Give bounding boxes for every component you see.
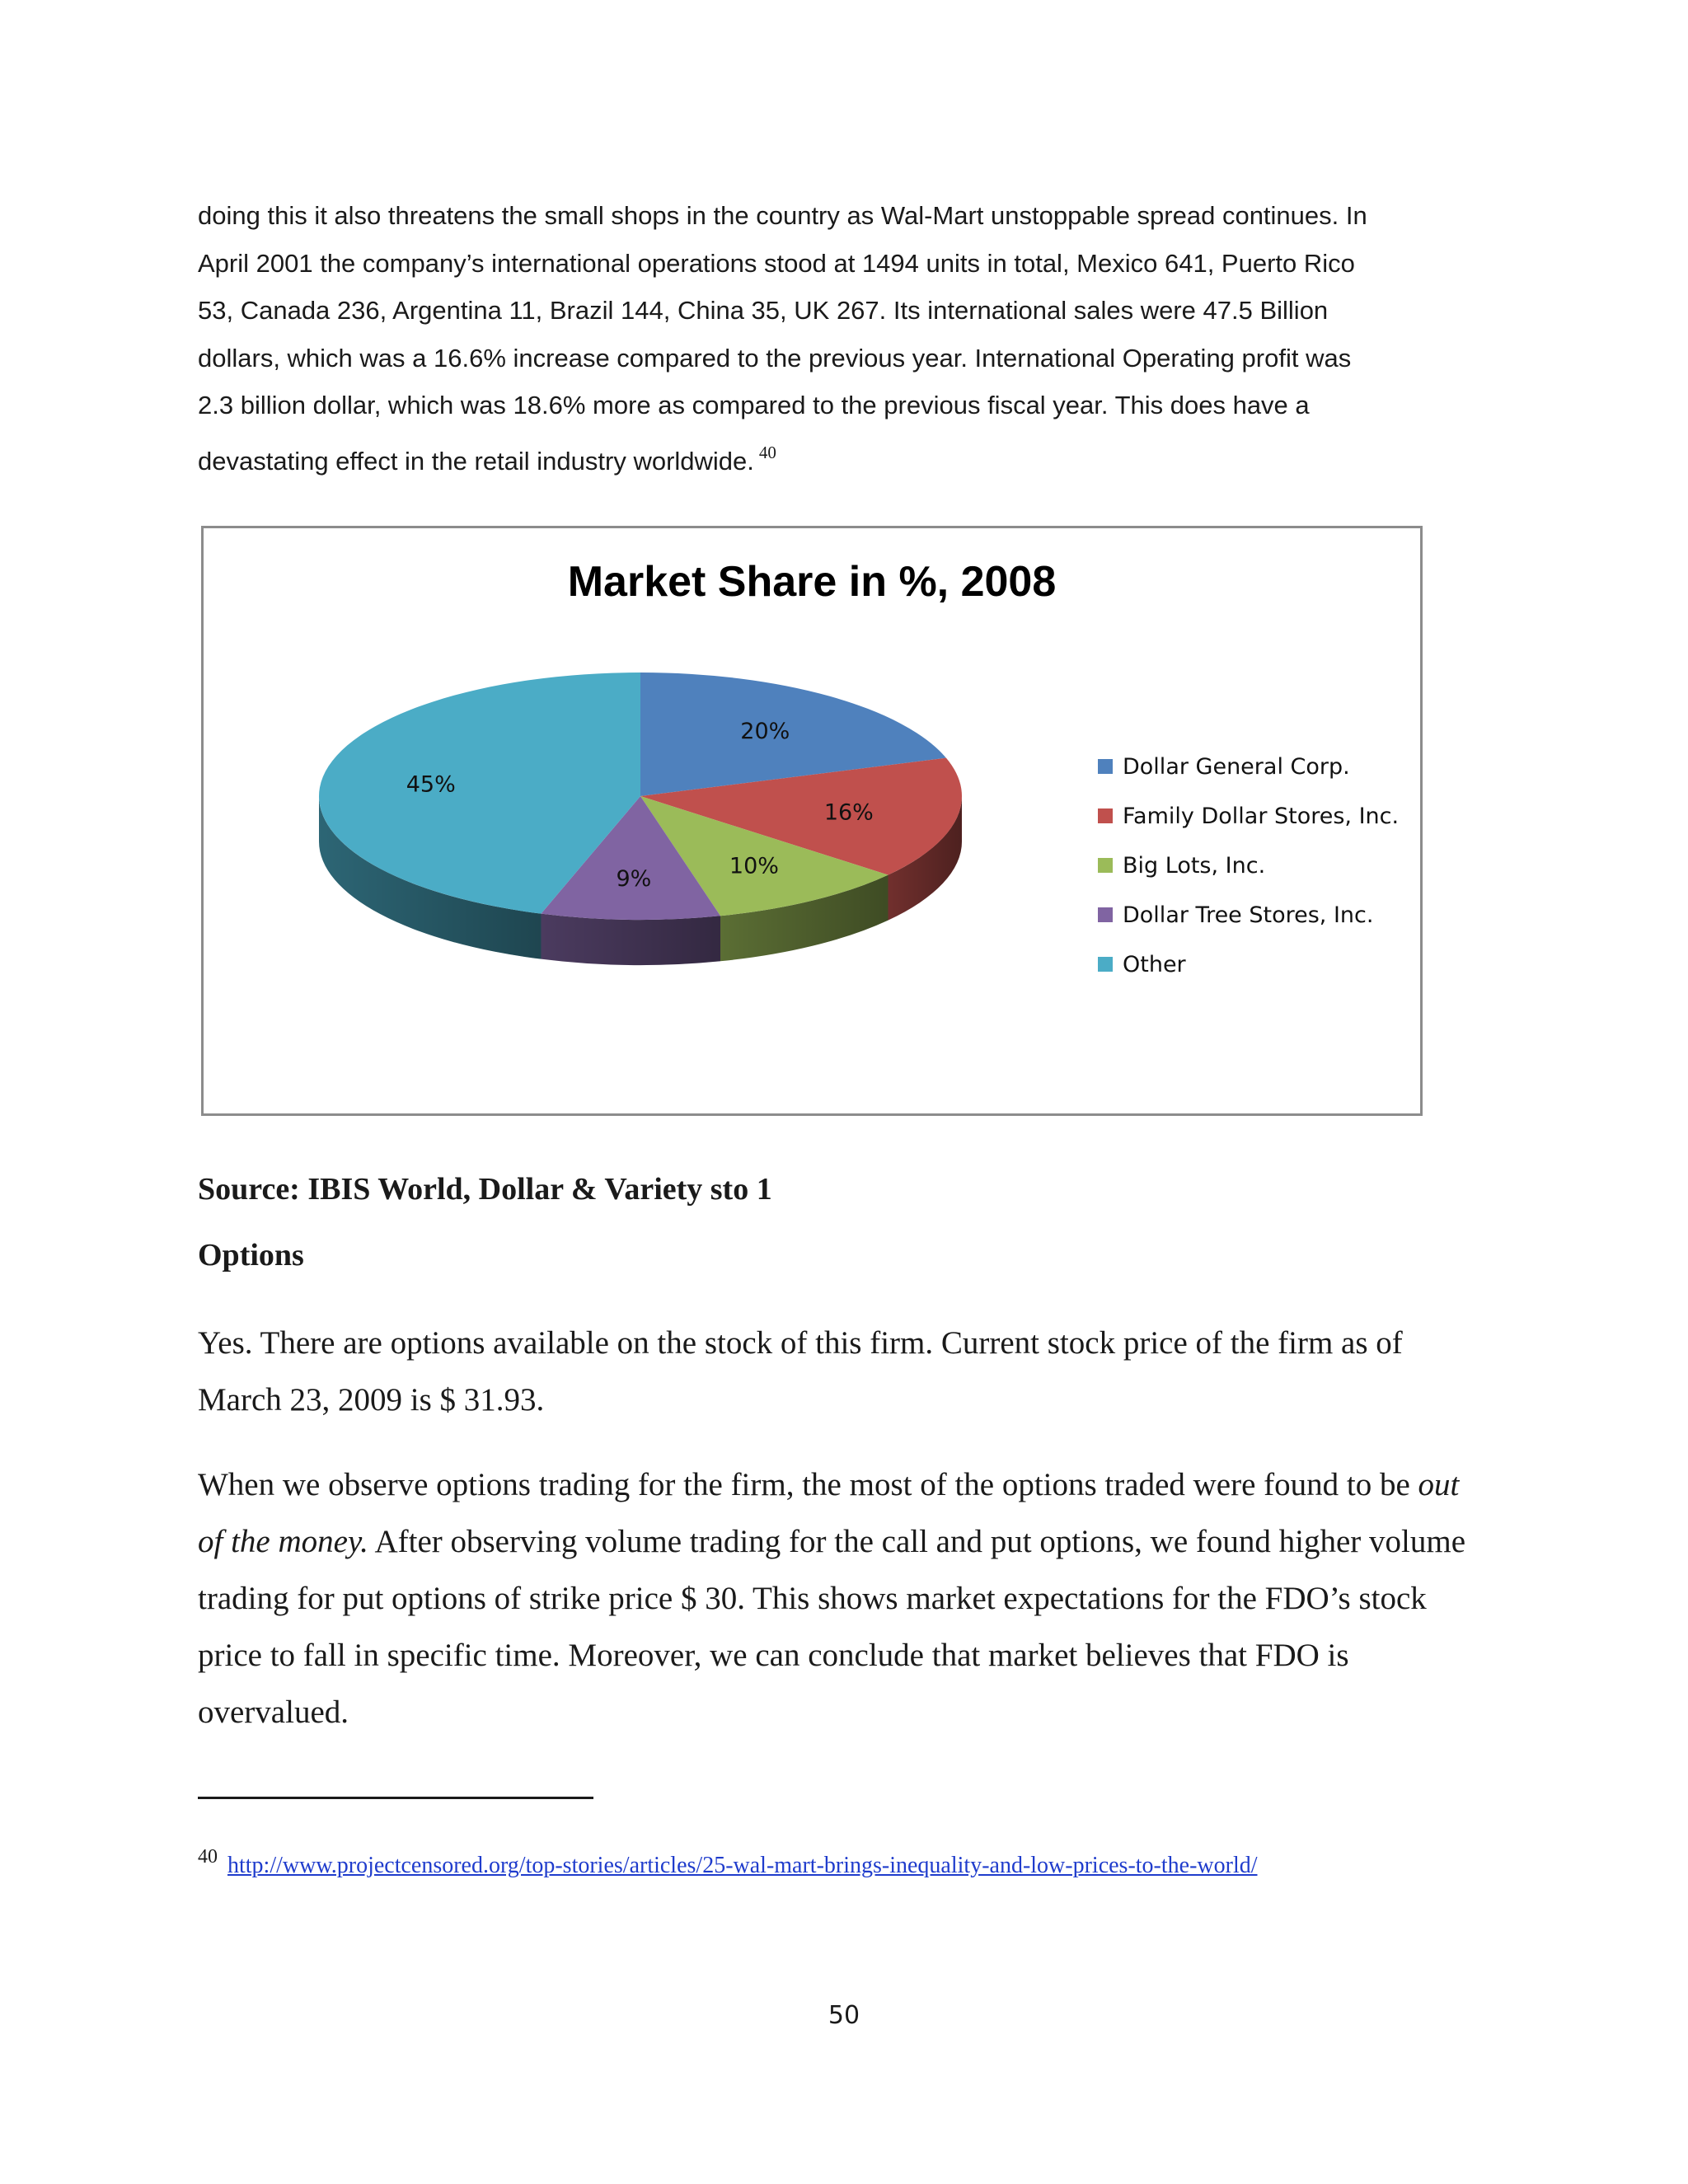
paragraph-text: After observing volume trading for the call and put options, we found higher volume trading for put options of strike price $ 30. This shows market expectations for the FDO’s stock price to fall in specific time. Moreover, we can conclude that market believes that FDO is overvalued. xyxy=(198,1524,1465,1730)
intro-paragraph xyxy=(198,192,1484,485)
intro-line: April 2001 the company’s international operations stood at 1494 units in total, Mexico 641, Puerto Rico xyxy=(198,248,1355,278)
page-number: 50 xyxy=(828,2001,860,2030)
legend-swatch xyxy=(1098,858,1113,873)
pie-data-label: 20% xyxy=(740,718,790,744)
pie-data-label: 16% xyxy=(823,799,874,826)
pie-data-label: 10% xyxy=(729,853,779,879)
footnote-link[interactable]: http://www.projectcensored.org/top-stories/articles/25-wal-mart-brings-inequality-and-low-prices-to-the-world/ xyxy=(227,1853,1258,1878)
footnote-number: 40 xyxy=(198,1846,218,1868)
options-paragraph-2 xyxy=(198,1456,1484,1741)
footnote-divider xyxy=(198,1797,593,1799)
options-paragraph-1: Yes. There are options available on the stock of this firm. Current stock price of the firm as of March 23, 2009 is $ 31.93. xyxy=(198,1325,1403,1418)
legend-label: Big Lots, Inc. xyxy=(1123,853,1266,879)
legend-label: Dollar General Corp. xyxy=(1123,754,1350,780)
chart-title: Market Share in %, 2008 xyxy=(567,558,1057,606)
source-line: Source: IBIS World, Dollar & Variety sto 1 xyxy=(198,1172,772,1207)
legend-swatch xyxy=(1098,808,1113,823)
emphasis-text: out of the money. xyxy=(198,1467,1460,1559)
paragraph-text: When we observe options trading for the firm, the most of the options traded were found to be xyxy=(198,1467,1418,1502)
footnote xyxy=(198,1846,1517,1879)
legend-label: Other xyxy=(1123,952,1186,977)
legend-swatch xyxy=(1098,759,1113,774)
pie-data-label: 45% xyxy=(406,771,456,798)
intro-line: doing this it also threatens the small shops in the country as Wal-Mart unstoppable spread continues. In xyxy=(198,201,1367,230)
intro-line: dollars, which was a 16.6% increase compared to the previous year. International Operating profit was xyxy=(198,343,1352,373)
intro-last-line: devastating effect in the retail industry worldwide. xyxy=(198,446,754,476)
intro-line: 2.3 billion dollar, which was 18.6% more as compared to the previous fiscal year. This does have a xyxy=(198,391,1310,419)
pie-chart-canvas xyxy=(204,528,1420,1113)
section-heading-options: Options xyxy=(198,1238,304,1272)
legend-swatch xyxy=(1098,957,1113,972)
pie-slice-side-shade xyxy=(541,914,720,965)
legend-swatch xyxy=(1098,907,1113,922)
intro-line xyxy=(198,429,1484,485)
legend-label: Family Dollar Stores, Inc. xyxy=(1123,804,1400,829)
legend-label: Dollar Tree Stores, Inc. xyxy=(1123,902,1374,928)
chart-legend xyxy=(1098,754,1399,977)
footnote-reference[interactable]: 40 xyxy=(758,442,776,462)
intro-line: 53, Canada 236, Argentina 11, Brazil 144, China 35, UK 267. Its international sales were 47.5 Billion xyxy=(198,296,1329,325)
market-share-chart xyxy=(201,526,1423,1116)
pie-data-label: 9% xyxy=(616,865,652,892)
